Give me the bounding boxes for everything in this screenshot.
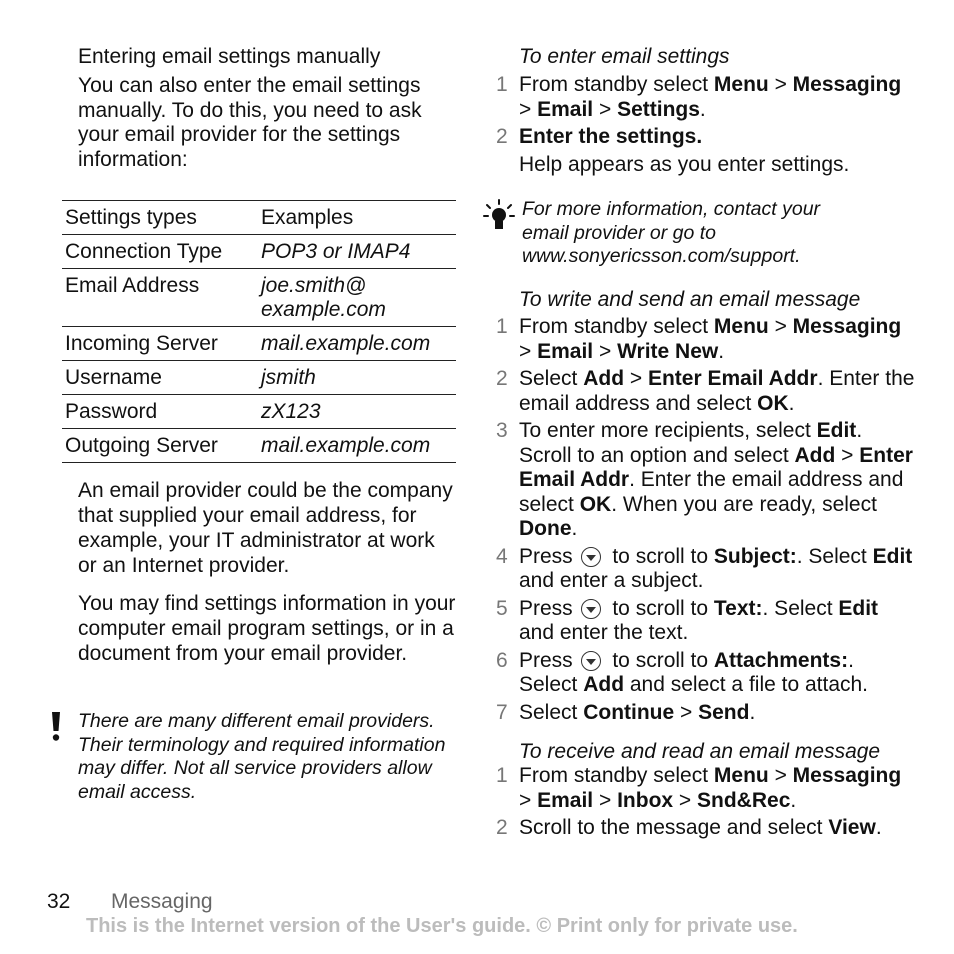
step-number: 6 — [496, 648, 508, 672]
setting-type-cell: Username — [65, 366, 162, 389]
step-number: 1 — [496, 73, 508, 96]
setting-example-cell: mail.example.com — [261, 332, 431, 355]
setting-type-cell: Email Address — [65, 274, 200, 297]
setting-type-cell: Password — [65, 400, 158, 423]
step-text: . — [788, 391, 795, 415]
step-number: 2 — [496, 125, 508, 148]
step-text: > — [835, 443, 860, 467]
menu-keyword: Enter Email Addr — [519, 443, 913, 491]
enter-settings-title: To enter email settings — [519, 45, 730, 68]
step-text: > — [519, 97, 538, 121]
step-text: From standby select — [519, 315, 714, 338]
menu-keyword: Send — [698, 700, 750, 724]
menu-keyword: Settings — [617, 97, 700, 121]
step-text: . Enter the email address and select — [519, 468, 904, 516]
page-number: 32 — [47, 890, 71, 913]
footer-section-name: Messaging — [111, 890, 213, 913]
footer-notice: This is the Internet version of the User's guide. © Print only for private use. — [86, 915, 798, 937]
write-email-steps — [496, 315, 916, 728]
menu-keyword: Menu — [713, 73, 769, 96]
step-text: > — [768, 73, 793, 96]
step-text: > — [768, 315, 793, 338]
step-extra-text: Help appears as you enter settings. — [519, 152, 850, 176]
menu-keyword: Messaging — [792, 764, 902, 787]
step-text: To enter more recipients, select — [519, 419, 817, 442]
write-email-title: To write and send an email message — [519, 288, 861, 311]
warning-note: There are many different email providers. Their terminology and required information may differ. Not all service providers allow email access. — [78, 710, 446, 803]
step-text: . Enter the email address and select — [519, 367, 915, 415]
setting-example-cell: zX123 — [261, 400, 321, 423]
step-text: to scroll to — [606, 596, 714, 620]
lightbulb-icon — [482, 198, 516, 239]
step-number: 1 — [496, 315, 508, 338]
menu-keyword: Email — [537, 339, 594, 363]
setting-example-cell: POP3 or IMAP4 — [261, 240, 411, 263]
list-item — [496, 419, 916, 542]
menu-keyword: Continue — [583, 700, 675, 724]
menu-keyword: Enter the settings. — [519, 125, 703, 148]
list-item — [496, 73, 916, 122]
step-text: and select a file to attach. — [624, 673, 869, 696]
menu-keyword: Add — [794, 443, 836, 467]
list-item — [496, 367, 916, 416]
setting-type-cell: Incoming Server — [65, 332, 218, 355]
menu-keyword: OK — [579, 492, 612, 516]
step-text: to scroll to — [606, 544, 714, 568]
step-text: Press — [519, 596, 579, 620]
table-row — [62, 235, 456, 269]
list-item — [496, 597, 916, 646]
list-item — [496, 545, 916, 594]
menu-keyword: Menu — [713, 764, 769, 787]
table-row — [62, 429, 456, 463]
menu-keyword: Attachments: — [713, 648, 849, 672]
receive-email-title: To receive and read an email message — [519, 740, 881, 763]
table-header-row — [62, 201, 456, 235]
step-text: > — [593, 339, 618, 363]
step-text: > — [593, 97, 618, 121]
menu-keyword: Add — [583, 367, 625, 390]
step-text: and enter a subject. — [519, 569, 704, 592]
step-number: 1 — [496, 764, 508, 787]
step-text: > — [519, 339, 538, 363]
list-item — [496, 816, 916, 841]
step-text: . Scroll to an option and select — [519, 419, 863, 467]
settings-table — [62, 200, 456, 463]
receive-email-steps — [496, 764, 916, 844]
list-item — [496, 649, 916, 698]
step-text: and enter the text. — [519, 621, 689, 644]
menu-keyword: OK — [757, 391, 789, 415]
step-text: . Select — [796, 544, 873, 568]
menu-keyword: Messaging — [792, 73, 902, 96]
step-number: 2 — [496, 367, 508, 390]
setting-example-cell: mail.example.com — [261, 434, 431, 457]
step-text: . — [749, 700, 756, 724]
step-text: . — [718, 339, 725, 363]
step-number: 5 — [496, 596, 508, 620]
menu-keyword: Text: — [713, 596, 763, 620]
menu-keyword: Messaging — [792, 315, 902, 338]
step-text: Press — [519, 648, 579, 672]
menu-keyword: Subject: — [713, 544, 797, 568]
step-text: Select — [519, 367, 584, 390]
step-text: Scroll to the message and select — [519, 816, 829, 839]
step-text: > — [673, 788, 698, 812]
list-item — [496, 764, 916, 813]
menu-keyword: Write New — [617, 339, 719, 363]
step-text: Select — [519, 700, 584, 724]
provider-paragraph: An email provider could be the company that supplied your email address, for example, your IT administrator at work or an Internet provider. — [78, 479, 453, 577]
list-item — [496, 315, 916, 364]
table-row — [62, 269, 456, 327]
step-text: > — [593, 788, 618, 812]
setting-example-cell: joe.smith@ example.com — [261, 274, 386, 321]
step-number: 4 — [496, 544, 508, 568]
menu-keyword: Edit — [838, 596, 879, 620]
step-text: > — [768, 764, 793, 787]
step-text: Press — [519, 544, 579, 568]
menu-keyword: View — [828, 816, 876, 839]
nav-key-down-icon — [581, 547, 601, 567]
section-heading-manual-settings: Entering email settings manually — [78, 45, 381, 68]
step-number: 2 — [496, 816, 508, 839]
step-text: > — [674, 700, 699, 724]
find-settings-paragraph: You may find settings information in your computer email program settings, or in a document from your email provider. — [78, 592, 456, 665]
list-item — [496, 125, 916, 177]
menu-keyword: Add — [583, 673, 625, 696]
step-text: . — [790, 788, 797, 812]
step-text: From standby select — [519, 73, 714, 96]
step-number: 3 — [496, 419, 508, 442]
enter-settings-steps — [496, 73, 916, 180]
step-text: . — [699, 97, 706, 121]
menu-keyword: Enter Email Addr — [647, 367, 818, 390]
step-text: > — [624, 367, 648, 390]
setting-type-cell: Connection Type — [65, 240, 223, 263]
step-text: . — [571, 517, 578, 540]
nav-key-down-icon — [581, 651, 601, 671]
step-text: From standby select — [519, 764, 714, 787]
intro-paragraph: You can also enter the email settings manually. To do this, you need to ask your email provider for the settings information: — [78, 74, 422, 171]
table-row — [62, 327, 456, 361]
setting-type-cell: Outgoing Server — [65, 434, 218, 457]
nav-key-down-icon — [581, 599, 601, 619]
menu-keyword: Edit — [872, 544, 913, 568]
menu-keyword: Done — [519, 517, 572, 540]
table-header-examples: Examples — [261, 206, 354, 229]
step-text: . Select — [519, 648, 854, 696]
step-text: to scroll to — [606, 648, 714, 672]
setting-example-cell: jsmith — [261, 366, 316, 389]
menu-keyword: Snd&Rec — [697, 788, 791, 812]
menu-keyword: Email — [537, 97, 594, 121]
step-text: . — [875, 816, 882, 839]
step-text: . When you are ready, select — [611, 492, 877, 516]
menu-keyword: Menu — [713, 315, 769, 338]
step-text: . Select — [762, 596, 839, 620]
menu-keyword: Inbox — [617, 788, 674, 812]
table-header-settings-types: Settings types — [65, 206, 197, 229]
table-row — [62, 361, 456, 395]
menu-keyword: Edit — [816, 419, 857, 442]
step-number: 7 — [496, 700, 508, 724]
exclamation-icon — [48, 712, 64, 747]
list-item — [496, 701, 916, 726]
tip-note: For more information, contact your email provider or go to www.sonyericsson.com/support. — [522, 198, 821, 267]
table-row — [62, 395, 456, 429]
step-text: > — [519, 788, 538, 812]
menu-keyword: Email — [537, 788, 594, 812]
